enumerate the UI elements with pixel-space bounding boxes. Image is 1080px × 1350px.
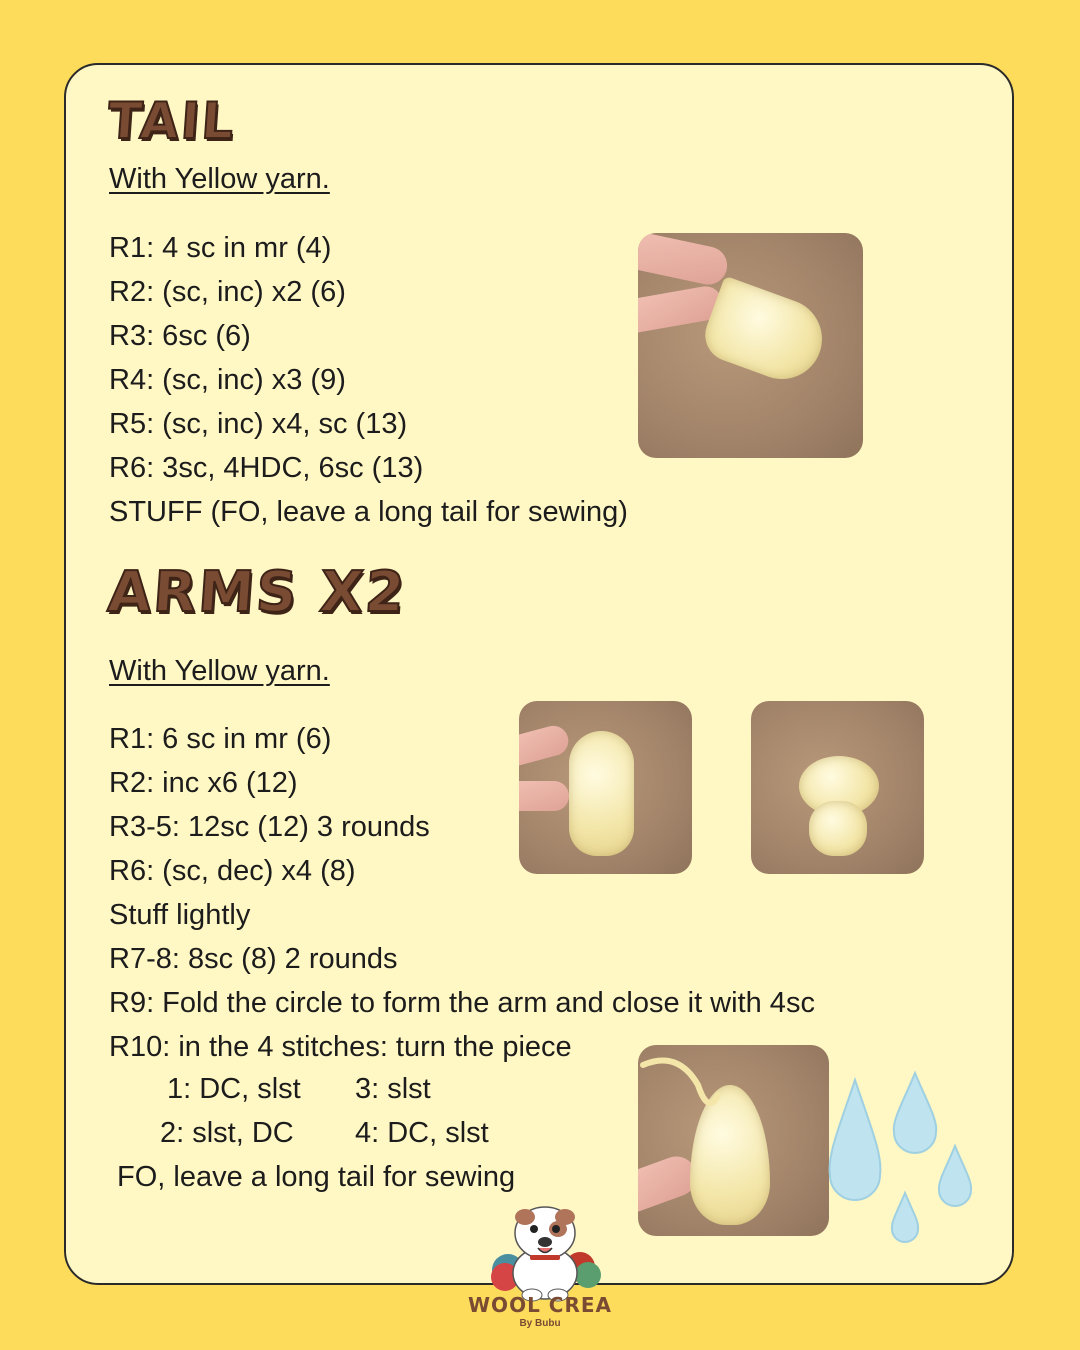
arm-photo-3	[638, 1045, 829, 1236]
tail-subtitle: With Yellow yarn.	[109, 163, 330, 195]
tail-title: TAIL	[105, 92, 238, 150]
arms-finish: FO, leave a long tail for sewing	[117, 1161, 516, 1193]
stitch-2: 2: slst, DC	[160, 1117, 294, 1149]
tail-line: STUFF (FO, leave a long tail for sewing)	[109, 496, 628, 528]
arms-line: Stuff lightly	[109, 899, 251, 931]
arms-line: R6: (sc, dec) x4 (8)	[109, 855, 356, 887]
brand-byline: By Bubu	[519, 1318, 561, 1329]
stitch-1: 1: DC, slst	[167, 1073, 301, 1105]
tail-instructions	[109, 226, 628, 534]
tail-line: R5: (sc, inc) x4, sc (13)	[109, 408, 408, 440]
water-drop-icon	[887, 1190, 923, 1245]
tail-line: R2: (sc, inc) x2 (6)	[109, 276, 346, 308]
water-drop-icon	[825, 1075, 885, 1205]
arms-line: R1: 6 sc in mr (6)	[109, 723, 332, 755]
tail-photo	[638, 233, 863, 458]
brand-name: WOOL CREA	[468, 1293, 612, 1317]
arms-title: ARMS X2	[105, 560, 409, 625]
arms-line: R2: inc x6 (12)	[109, 767, 298, 799]
arms-line: R10: in the 4 stitches: turn the piece	[109, 1031, 572, 1063]
arms-subtitle: With Yellow yarn.	[109, 655, 330, 687]
tail-line: R6: 3sc, 4HDC, 6sc (13)	[109, 452, 424, 484]
arms-instructions	[109, 717, 815, 1069]
arm-photo-1	[519, 701, 692, 874]
stitch-4: 4: DC, slst	[355, 1117, 489, 1149]
yarn-strand-icon	[638, 1045, 829, 1236]
arm-photo-2	[751, 701, 924, 874]
water-drop-icon	[934, 1143, 976, 1208]
arms-line: R9: Fold the circle to form the arm and close it with 4sc	[109, 987, 815, 1019]
tail-line: R1: 4 sc in mr (4)	[109, 232, 332, 264]
stitch-3: 3: slst	[355, 1073, 431, 1105]
tail-line: R4: (sc, inc) x3 (9)	[109, 364, 346, 396]
arms-line: R7-8: 8sc (8) 2 rounds	[109, 943, 398, 975]
tail-line: R3: 6sc (6)	[109, 320, 251, 352]
arms-line: R3-5: 12sc (12) 3 rounds	[109, 811, 430, 843]
